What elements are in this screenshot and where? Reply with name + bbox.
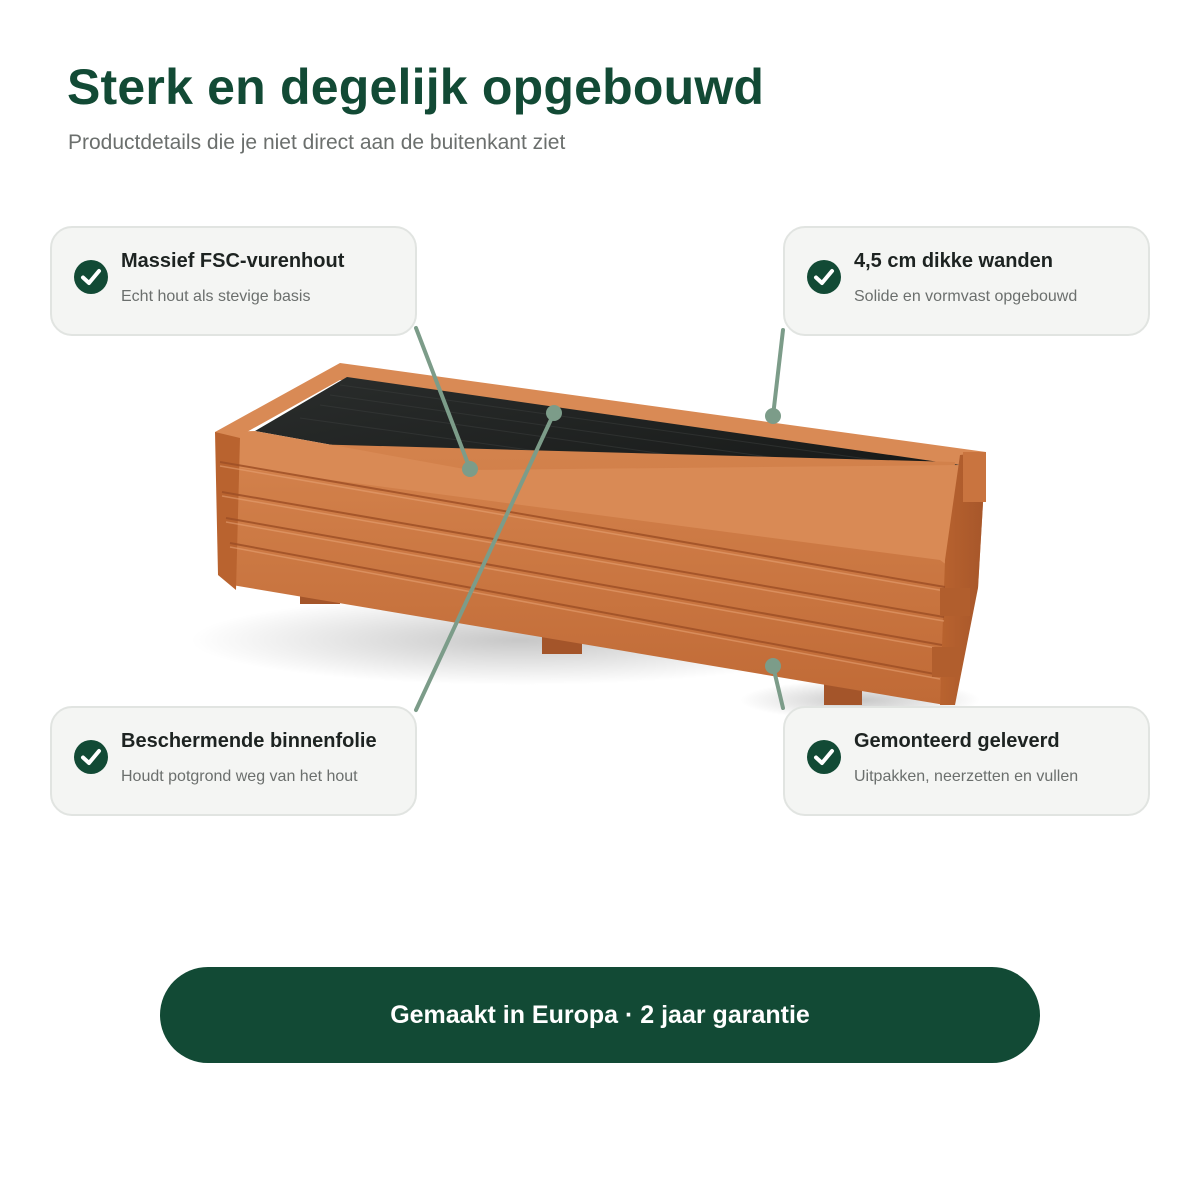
planter-end-grain bbox=[932, 647, 960, 677]
guarantee-banner-label: Gemaakt in Europa · 2 jaar garantie bbox=[390, 1000, 810, 1029]
connector-dot-assembled bbox=[765, 658, 781, 674]
guarantee-banner bbox=[160, 967, 1040, 1063]
page-subtitle: Productdetails die je niet direct aan de buitenkant ziet bbox=[68, 131, 566, 154]
feature-title: Beschermende binnenfolie bbox=[121, 730, 377, 752]
feature-subtitle: Echt hout als stevige basis bbox=[121, 288, 311, 305]
check-circle-icon bbox=[806, 259, 842, 295]
feature-subtitle: Uitpakken, neerzetten en vullen bbox=[854, 768, 1079, 785]
feature-card-wall-thickness bbox=[783, 226, 1150, 336]
feature-card-inner-liner bbox=[50, 706, 417, 816]
check-circle-icon bbox=[806, 739, 842, 775]
planter-end-grain bbox=[963, 452, 986, 502]
check-circle-icon bbox=[73, 259, 109, 295]
feature-subtitle: Solide en vormvast opgebouwd bbox=[854, 288, 1078, 305]
check-circle-icon bbox=[73, 739, 109, 775]
connector-dot-liner bbox=[546, 405, 562, 421]
planter-end-grain bbox=[940, 588, 970, 616]
connector-dot-walls bbox=[765, 408, 781, 424]
connector-dot-fsc bbox=[462, 461, 478, 477]
planter-left-post bbox=[215, 432, 240, 590]
feature-title: Gemonteerd geleverd bbox=[854, 730, 1060, 752]
page-title: Sterk en degelijk opgebouwd bbox=[67, 59, 765, 115]
feature-subtitle: Houdt potgrond weg van het hout bbox=[121, 768, 358, 785]
feature-title: 4,5 cm dikke wanden bbox=[854, 250, 1053, 272]
feature-card-fsc-wood bbox=[50, 226, 417, 336]
feature-card-assembled bbox=[783, 706, 1150, 816]
connector-line-walls bbox=[773, 330, 783, 416]
feature-title: Massief FSC-vurenhout bbox=[121, 250, 345, 272]
